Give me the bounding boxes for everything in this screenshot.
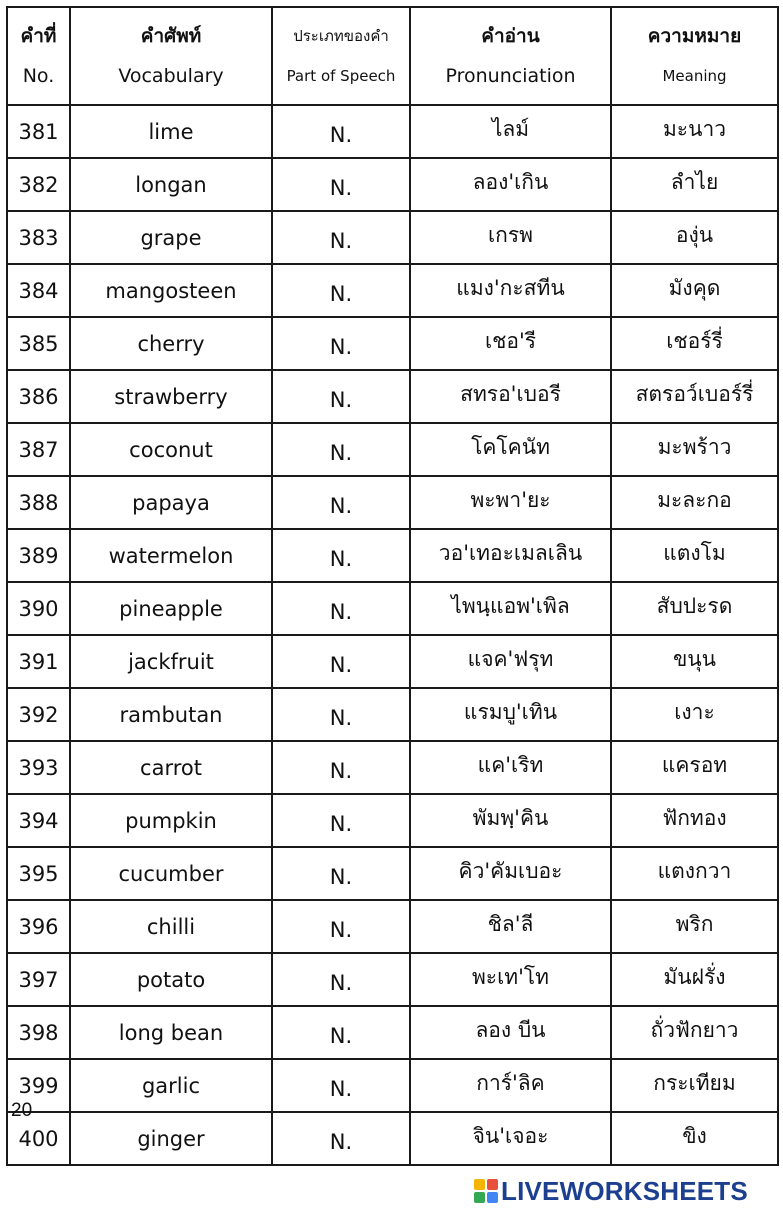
table-body (7, 105, 778, 1165)
cell-pronunciation: เชอ'รี (410, 317, 611, 370)
cell-part-of-speech: N. (272, 476, 410, 529)
cell-pronunciation: โคโคนัท (410, 423, 611, 476)
cell-number: 399 (7, 1059, 70, 1112)
logo-square-3 (474, 1192, 485, 1203)
cell-pronunciation: พะพา'ยะ (410, 476, 611, 529)
table-row (7, 370, 778, 423)
cell-vocabulary: jackfruit (70, 635, 272, 688)
cell-meaning: มะนาว (611, 105, 778, 158)
cell-number: 400 (7, 1112, 70, 1165)
cell-meaning: ฟักทอง (611, 794, 778, 847)
cell-pronunciation: แมง'กะสทีน (410, 264, 611, 317)
table-row (7, 158, 778, 211)
cell-pronunciation: พะเท'โท (410, 953, 611, 1006)
header-row (7, 7, 778, 105)
cell-pronunciation: ลอง'เกิน (410, 158, 611, 211)
table-header (7, 7, 778, 105)
cell-meaning: แตงโม (611, 529, 778, 582)
table-row (7, 264, 778, 317)
table-row (7, 688, 778, 741)
logo-square-1 (474, 1179, 485, 1190)
cell-part-of-speech: N. (272, 158, 410, 211)
table-row (7, 105, 778, 158)
cell-number: 398 (7, 1006, 70, 1059)
cell-pronunciation: แจค'ฟรุท (410, 635, 611, 688)
cell-meaning: มะละกอ (611, 476, 778, 529)
cell-part-of-speech: N. (272, 1112, 410, 1165)
cell-number: 393 (7, 741, 70, 794)
cell-pronunciation: เกรพ (410, 211, 611, 264)
cell-meaning: แตงกวา (611, 847, 778, 900)
cell-vocabulary: watermelon (70, 529, 272, 582)
cell-vocabulary: long bean (70, 1006, 272, 1059)
cell-pronunciation: ลอง บีน (410, 1006, 611, 1059)
cell-pronunciation: สทรอ'เบอรี (410, 370, 611, 423)
cell-meaning: พริก (611, 900, 778, 953)
table-row (7, 847, 778, 900)
cell-part-of-speech: N. (272, 794, 410, 847)
cell-meaning: มังคุด (611, 264, 778, 317)
cell-vocabulary: carrot (70, 741, 272, 794)
header-pronunciation (410, 7, 611, 105)
cell-pronunciation: พัมพฺ'คิน (410, 794, 611, 847)
cell-meaning: สับปะรด (611, 582, 778, 635)
cell-number: 390 (7, 582, 70, 635)
header-meaning-thai: ความหมาย (647, 25, 742, 47)
table-row (7, 1112, 778, 1165)
cell-pronunciation: ไลม์ (410, 105, 611, 158)
table-row (7, 900, 778, 953)
header-part-of-speech-thai: ประเภทของคำ (293, 27, 389, 45)
cell-part-of-speech: N. (272, 1006, 410, 1059)
cell-vocabulary: coconut (70, 423, 272, 476)
cell-meaning: สตรอว์เบอร์รี่ (611, 370, 778, 423)
cell-vocabulary: pineapple (70, 582, 272, 635)
table-row (7, 211, 778, 264)
logo-square-2 (487, 1179, 498, 1190)
cell-number: 392 (7, 688, 70, 741)
cell-part-of-speech: N. (272, 900, 410, 953)
liveworksheets-brand[interactable] (474, 1177, 748, 1205)
cell-pronunciation: จิน'เจอะ (410, 1112, 611, 1165)
table-row (7, 794, 778, 847)
header-no (7, 7, 70, 105)
header-no-english: No. (22, 65, 55, 87)
cell-part-of-speech: N. (272, 688, 410, 741)
table-row (7, 953, 778, 1006)
cell-part-of-speech: N. (272, 529, 410, 582)
table-row (7, 582, 778, 635)
cell-meaning: ถั่วฟักยาว (611, 1006, 778, 1059)
cell-number: 389 (7, 529, 70, 582)
table-row (7, 635, 778, 688)
cell-number: 388 (7, 476, 70, 529)
cell-meaning: มะพร้าว (611, 423, 778, 476)
header-part-of-speech (272, 7, 410, 105)
cell-part-of-speech: N. (272, 105, 410, 158)
cell-number: 394 (7, 794, 70, 847)
cell-vocabulary: papaya (70, 476, 272, 529)
table-row (7, 741, 778, 794)
cell-number: 395 (7, 847, 70, 900)
cell-vocabulary: lime (70, 105, 272, 158)
table-row (7, 423, 778, 476)
cell-pronunciation: วอ'เทอะเมลเลิน (410, 529, 611, 582)
cell-number: 384 (7, 264, 70, 317)
cell-number: 383 (7, 211, 70, 264)
cell-meaning: ขนุน (611, 635, 778, 688)
cell-number: 385 (7, 317, 70, 370)
cell-vocabulary: longan (70, 158, 272, 211)
cell-part-of-speech: N. (272, 1059, 410, 1112)
cell-vocabulary: rambutan (70, 688, 272, 741)
cell-vocabulary: pumpkin (70, 794, 272, 847)
cell-vocabulary: chilli (70, 900, 272, 953)
cell-number: 387 (7, 423, 70, 476)
header-pronunciation-english: Pronunciation (445, 65, 576, 87)
cell-part-of-speech: N. (272, 635, 410, 688)
cell-part-of-speech: N. (272, 582, 410, 635)
cell-meaning: เชอร์รี่ (611, 317, 778, 370)
cell-pronunciation: ชิล'ลี (410, 900, 611, 953)
cell-number: 391 (7, 635, 70, 688)
table-row (7, 1059, 778, 1112)
logo-square-4 (487, 1192, 498, 1203)
cell-pronunciation: แรมบู'เทิน (410, 688, 611, 741)
cell-meaning: มันฝรั่ง (611, 953, 778, 1006)
cell-number: 381 (7, 105, 70, 158)
cell-vocabulary: strawberry (70, 370, 272, 423)
header-no-thai: คำที่ (20, 25, 57, 47)
cell-vocabulary: potato (70, 953, 272, 1006)
header-vocabulary-english: Vocabulary (118, 65, 224, 87)
cell-meaning: องุ่น (611, 211, 778, 264)
page-number: 20 (11, 1100, 33, 1121)
cell-vocabulary: garlic (70, 1059, 272, 1112)
cell-number: 397 (7, 953, 70, 1006)
table-row (7, 317, 778, 370)
cell-meaning: ลำไย (611, 158, 778, 211)
cell-part-of-speech: N. (272, 317, 410, 370)
table-row (7, 476, 778, 529)
cell-part-of-speech: N. (272, 264, 410, 317)
cell-pronunciation: ไพนฺแอพ'เพิล (410, 582, 611, 635)
table-row (7, 1006, 778, 1059)
cell-number: 396 (7, 900, 70, 953)
cell-part-of-speech: N. (272, 847, 410, 900)
cell-vocabulary: cherry (70, 317, 272, 370)
cell-meaning: ขิง (611, 1112, 778, 1165)
cell-part-of-speech: N. (272, 741, 410, 794)
cell-number: 382 (7, 158, 70, 211)
header-vocabulary (70, 7, 272, 105)
cell-vocabulary: ginger (70, 1112, 272, 1165)
cell-part-of-speech: N. (272, 953, 410, 1006)
table-row (7, 529, 778, 582)
brand-name: LIVEWORKSHEETS (501, 1176, 748, 1206)
header-part-of-speech-english: Part of Speech (286, 67, 396, 85)
cell-number: 386 (7, 370, 70, 423)
cell-vocabulary: mangosteen (70, 264, 272, 317)
cell-vocabulary: cucumber (70, 847, 272, 900)
cell-pronunciation: คิว'คัมเบอะ (410, 847, 611, 900)
header-meaning (611, 7, 778, 105)
vocabulary-table (6, 6, 779, 1166)
cell-meaning: กระเทียม (611, 1059, 778, 1112)
cell-meaning: แครอท (611, 741, 778, 794)
header-meaning-english: Meaning (662, 67, 727, 85)
cell-meaning: เงาะ (611, 688, 778, 741)
header-vocabulary-thai: คำศัพท์ (140, 25, 202, 47)
cell-pronunciation: การ์'ลิค (410, 1059, 611, 1112)
cell-vocabulary: grape (70, 211, 272, 264)
cell-pronunciation: แค'เริท (410, 741, 611, 794)
liveworksheets-logo-icon (474, 1179, 498, 1203)
cell-part-of-speech: N. (272, 423, 410, 476)
cell-part-of-speech: N. (272, 370, 410, 423)
header-pronunciation-thai: คำอ่าน (481, 25, 540, 47)
cell-part-of-speech: N. (272, 211, 410, 264)
